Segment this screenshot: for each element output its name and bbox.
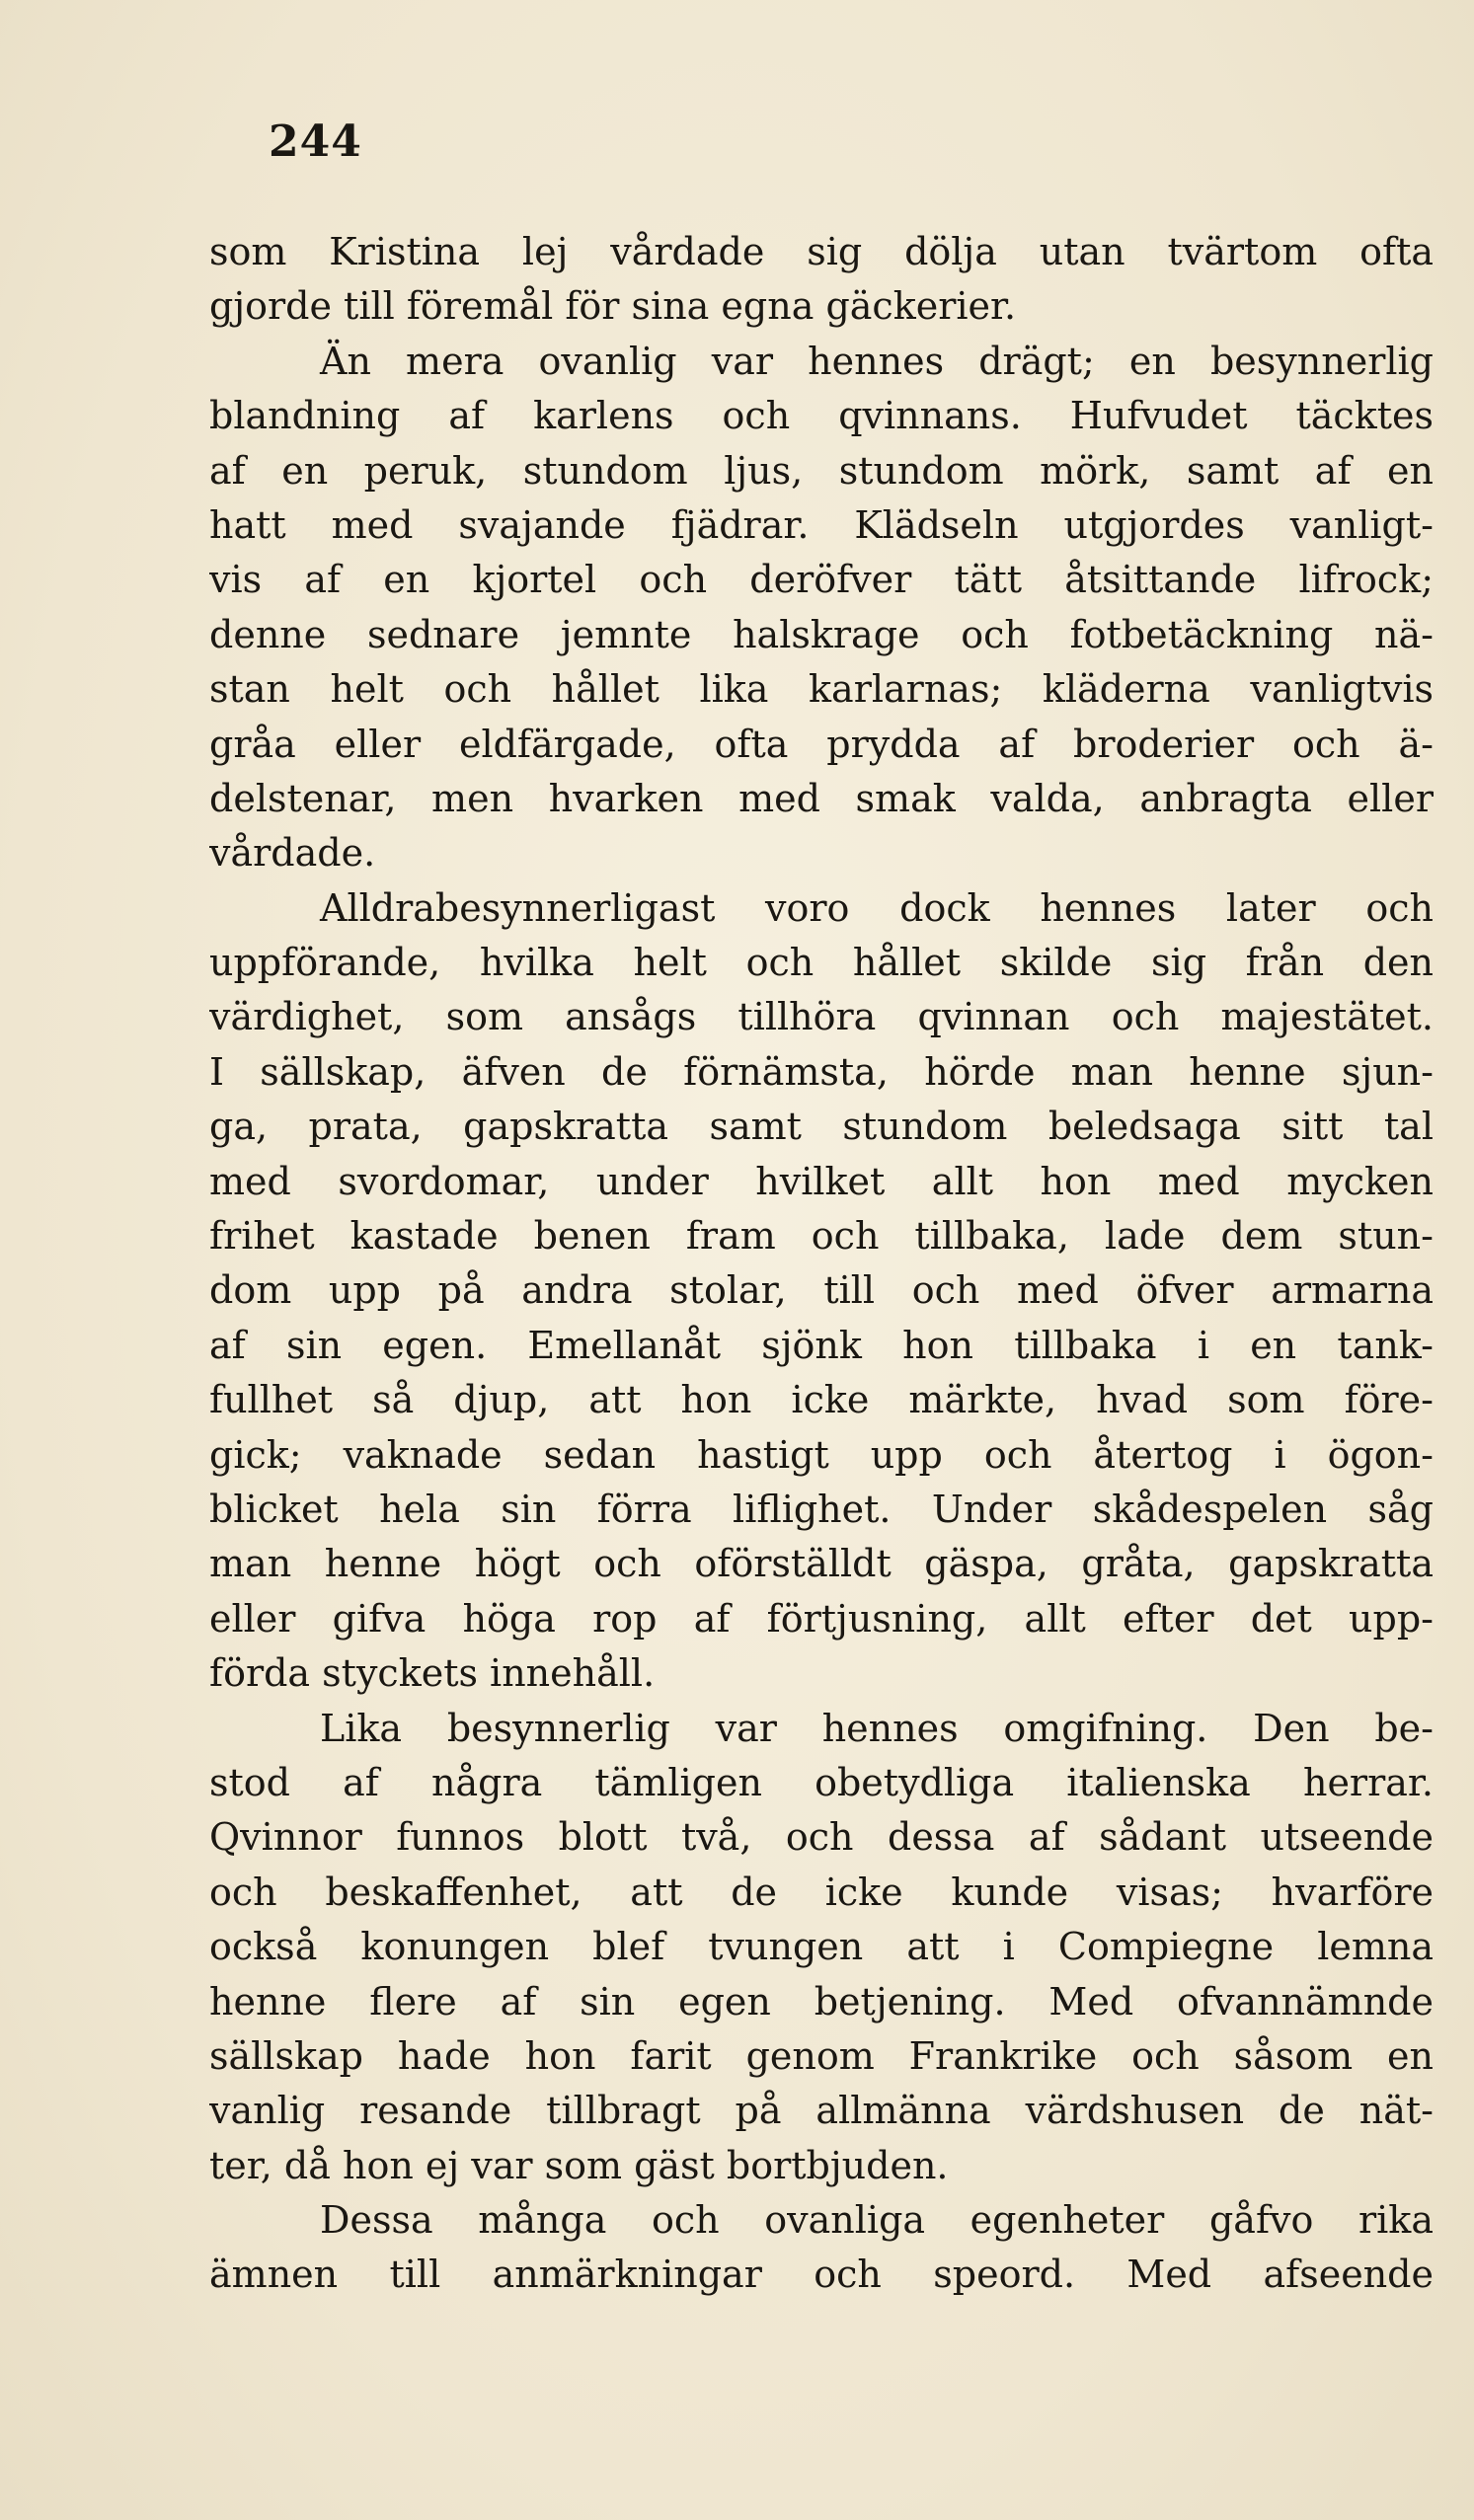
text-line: vanlig resande tillbragt på allmänna värdshusen de nät-	[209, 2089, 1434, 2133]
text-line: frihet kastade benen fram och tillbaka, lade dem stun-	[209, 1214, 1434, 1259]
text-line: af en peruk, stundom ljus, stundom mörk, samt af en	[209, 448, 1434, 493]
text-line: och beskaffenhet, att de icke kunde visas; hvarföre	[209, 1870, 1434, 1914]
text-line: hatt med svajande fjädrar. Klädseln utgjordes vanligt-	[209, 502, 1434, 547]
text-line: sällskap hade hon farit genom Frankrike och såsom en	[209, 2033, 1434, 2078]
text-line: gjorde till föremål för sina egna gäckerier.	[209, 284, 1017, 329]
text-line: denne sednare jemnte halskrage och fotbetäckning nä-	[209, 612, 1434, 656]
text-line: som Kristina lej vårdade sig dölja utan tvärtom ofta	[209, 230, 1434, 273]
body-text	[209, 225, 1434, 2303]
text-line: gråa eller eldfärgade, ofta prydda af broderier och ä-	[209, 722, 1434, 766]
text-line: dom upp på andra stolar, till och med öfver armarna	[209, 1268, 1434, 1313]
text-line: uppförande, hvilka helt och hållet skilde sig från den	[209, 941, 1434, 985]
text-line: förda styckets innehåll.	[209, 1651, 656, 1696]
text-line: med svordomar, under hvilket allt hon med mycken	[209, 1159, 1434, 1203]
text-line: Alldrabesynnerligast voro dock hennes later och	[320, 885, 1434, 930]
text-line: I sällskap, äfven de förnämsta, hörde man henne sjun-	[209, 1049, 1434, 1094]
text-line: också konungen blef tvungen att i Compiegne lemna	[209, 1925, 1434, 1969]
text-line: Qvinnor funnos blott två, och dessa af sådant utseende	[209, 1815, 1434, 1860]
text-line: henne flere af sin egen betjening. Med ofvannämnde	[209, 1979, 1434, 2024]
text-line: blandning af karlens och qvinnans. Hufvudet täcktes	[209, 394, 1434, 438]
page-number: 244	[269, 116, 362, 167]
text-line: ter, då hon ej var som gäst bortbjuden.	[209, 2143, 949, 2187]
text-line: eller gifva höga rop af förtjusning, allt efter det upp-	[209, 1596, 1434, 1641]
text-line: Dessa många och ovanliga egenheter gåfvo rika	[320, 2198, 1434, 2243]
text-line: blicket hela sin förra liflighet. Under skådespelen såg	[209, 1487, 1434, 1531]
text-line: värdighet, som ansågs tillhöra qvinnan och majestätet.	[209, 995, 1434, 1039]
text-line: stan helt och hållet lika karlarnas; kläderna vanligtvis	[209, 667, 1434, 712]
text-line: vis af en kjortel och deröfver tätt åtsittande lifrock;	[209, 558, 1434, 602]
text-line: vårdade.	[209, 831, 376, 876]
text-line: af sin egen. Emellanåt sjönk hon tillbaka i en tank-	[209, 1323, 1434, 1367]
text-line: Än mera ovanlig var hennes drägt; en besynnerlig	[320, 339, 1434, 383]
text-line: gick; vaknade sedan hastigt upp och återtog i ögon-	[209, 1432, 1434, 1477]
text-line: fullhet så djup, att hon icke märkte, hvad som före-	[209, 1378, 1434, 1422]
text-line: ga, prata, gapskratta samt stundom beledsaga sitt tal	[209, 1105, 1434, 1149]
text-line: man henne högt och oförställdt gäspa, gråta, gapskratta	[209, 1542, 1434, 1586]
text-line: Lika besynnerlig var hennes omgifning. Den be-	[320, 1706, 1434, 1750]
text-line: stod af några tämligen obetydliga italienska herrar.	[209, 1760, 1434, 1804]
text-line: delstenar, men hvarken med smak valda, anbragta eller	[209, 776, 1434, 820]
text-line: ämnen till anmärkningar och speord. Med afseende	[209, 2253, 1434, 2297]
